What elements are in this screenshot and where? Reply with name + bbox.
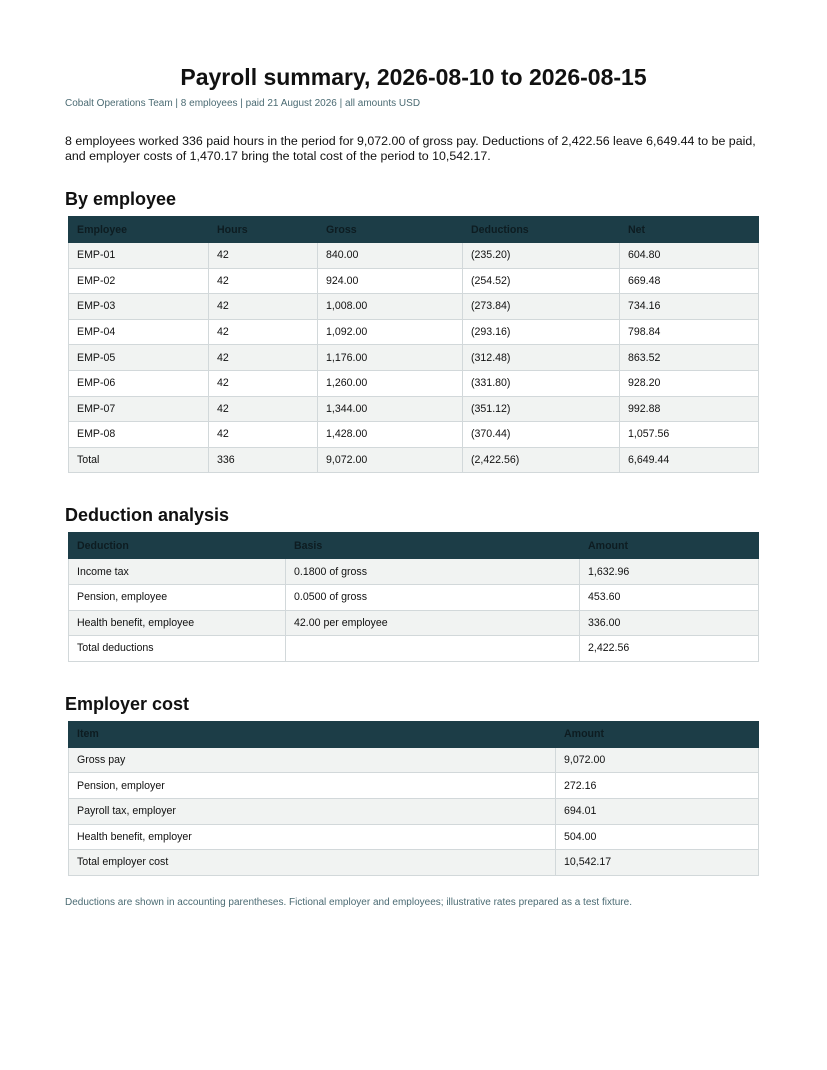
table-cell: Payroll tax, employer xyxy=(69,798,556,824)
column-header: Gross xyxy=(318,217,463,243)
table-cell: EMP-02 xyxy=(69,268,209,294)
table-row xyxy=(69,268,759,294)
table-header-row xyxy=(69,721,759,747)
table-row xyxy=(69,294,759,320)
table-cell: 42.00 per employee xyxy=(286,610,580,636)
table-cell: 1,344.00 xyxy=(318,396,463,422)
table-row xyxy=(69,850,759,876)
table-cell: 1,057.56 xyxy=(620,422,759,448)
employer-cost-table xyxy=(68,721,759,876)
table-cell: 1,428.00 xyxy=(318,422,463,448)
table-cell xyxy=(286,636,580,662)
table-row xyxy=(69,584,759,610)
table-row xyxy=(69,319,759,345)
table-cell: 42 xyxy=(209,243,318,269)
table-cell: (293.16) xyxy=(463,319,620,345)
table-row xyxy=(69,798,759,824)
table-cell: Income tax xyxy=(69,559,286,585)
table-cell: (235.20) xyxy=(463,243,620,269)
table-cell: 1,176.00 xyxy=(318,345,463,371)
table-cell: (312.48) xyxy=(463,345,620,371)
column-header: Employee xyxy=(69,217,209,243)
table-cell: 798.84 xyxy=(620,319,759,345)
table-cell: (331.80) xyxy=(463,370,620,396)
table-cell: 1,092.00 xyxy=(318,319,463,345)
table-cell: 9,072.00 xyxy=(556,747,759,773)
table-cell: 42 xyxy=(209,396,318,422)
by-employee-table xyxy=(68,216,759,473)
table-row xyxy=(69,447,759,473)
table-cell: Health benefit, employee xyxy=(69,610,286,636)
table-cell: 863.52 xyxy=(620,345,759,371)
page-subtitle: Cobalt Operations Team | 8 employees | paid 21 August 2026 | all amounts USD xyxy=(65,98,421,109)
footnote: Deductions are shown in accounting parentheses. Fictional employer and employees; illustrative rates prepared as a test fixture. xyxy=(65,896,632,908)
table-row xyxy=(69,824,759,850)
table-cell: 6,649.44 xyxy=(620,447,759,473)
table-row xyxy=(69,610,759,636)
table-cell: Total employer cost xyxy=(69,850,556,876)
table-cell: EMP-03 xyxy=(69,294,209,320)
table-row xyxy=(69,422,759,448)
column-header: Net xyxy=(620,217,759,243)
table-cell: 694.01 xyxy=(556,798,759,824)
table-body xyxy=(69,747,759,875)
table-cell: EMP-04 xyxy=(69,319,209,345)
table-cell: 42 xyxy=(209,268,318,294)
table-cell: 1,008.00 xyxy=(318,294,463,320)
table-cell: 1,260.00 xyxy=(318,370,463,396)
table-row xyxy=(69,243,759,269)
table-cell: (370.44) xyxy=(463,422,620,448)
table-cell: 336 xyxy=(209,447,318,473)
table-cell: 42 xyxy=(209,345,318,371)
section-heading-employer-cost: Employer cost xyxy=(65,693,190,714)
table-cell: 336.00 xyxy=(580,610,759,636)
table-row xyxy=(69,773,759,799)
column-header: Deduction xyxy=(69,533,286,559)
table-body xyxy=(69,243,759,473)
summary-paragraph: 8 employees worked 336 paid hours in the period for 9,072.00 of gross pay. Deductions of 2,422.56 leave 6,649.44 to be paid, and employer costs of 1,470.17 bring the total cost of the period to 10,542.17. xyxy=(65,134,756,163)
table-cell: 42 xyxy=(209,319,318,345)
table-cell: 840.00 xyxy=(318,243,463,269)
table-cell: 272.16 xyxy=(556,773,759,799)
table-cell: 0.1800 of gross xyxy=(286,559,580,585)
table-cell: Pension, employer xyxy=(69,773,556,799)
table-cell: 0.0500 of gross xyxy=(286,584,580,610)
section-heading-by-employee: By employee xyxy=(65,189,177,209)
table-cell: EMP-06 xyxy=(69,370,209,396)
column-header: Amount xyxy=(556,721,759,747)
table-cell: 42 xyxy=(209,370,318,396)
table-cell: 928.20 xyxy=(620,370,759,396)
table-cell: 504.00 xyxy=(556,824,759,850)
table-cell: Total deductions xyxy=(69,636,286,662)
table-header-row xyxy=(69,217,759,243)
page-title: Payroll summary, 2026-08-10 to 2026-08-15 xyxy=(180,64,647,90)
deduction-analysis-table xyxy=(68,532,759,661)
table-cell: EMP-05 xyxy=(69,345,209,371)
table-cell: EMP-07 xyxy=(69,396,209,422)
column-header: Basis xyxy=(286,533,580,559)
table-row xyxy=(69,396,759,422)
table-row xyxy=(69,747,759,773)
table-cell: (2,422.56) xyxy=(463,447,620,473)
table-cell: EMP-08 xyxy=(69,422,209,448)
column-header: Deductions xyxy=(463,217,620,243)
table-cell: Health benefit, employer xyxy=(69,824,556,850)
table-cell: 2,422.56 xyxy=(580,636,759,662)
table-cell: 992.88 xyxy=(620,396,759,422)
table-cell: 453.60 xyxy=(580,584,759,610)
table-cell: (351.12) xyxy=(463,396,620,422)
table-cell: Gross pay xyxy=(69,747,556,773)
column-header: Amount xyxy=(580,533,759,559)
table-cell: 669.48 xyxy=(620,268,759,294)
table-body xyxy=(69,559,759,661)
table-row xyxy=(69,370,759,396)
table-cell: 9,072.00 xyxy=(318,447,463,473)
column-header: Hours xyxy=(209,217,318,243)
table-header-row xyxy=(69,533,759,559)
table-cell: EMP-01 xyxy=(69,243,209,269)
table-cell: Total xyxy=(69,447,209,473)
table-cell: 10,542.17 xyxy=(556,850,759,876)
table-cell: 42 xyxy=(209,294,318,320)
table-cell: (254.52) xyxy=(463,268,620,294)
section-heading-deduction-analysis: Deduction analysis xyxy=(65,505,230,526)
table-row xyxy=(69,345,759,371)
table-cell: 604.80 xyxy=(620,243,759,269)
table-row xyxy=(69,559,759,585)
table-cell: Pension, employee xyxy=(69,584,286,610)
table-cell: 42 xyxy=(209,422,318,448)
table-row xyxy=(69,636,759,662)
table-cell: 734.16 xyxy=(620,294,759,320)
table-cell: (273.84) xyxy=(463,294,620,320)
column-header: Item xyxy=(69,721,556,747)
table-cell: 924.00 xyxy=(318,268,463,294)
table-cell: 1,632.96 xyxy=(580,559,759,585)
